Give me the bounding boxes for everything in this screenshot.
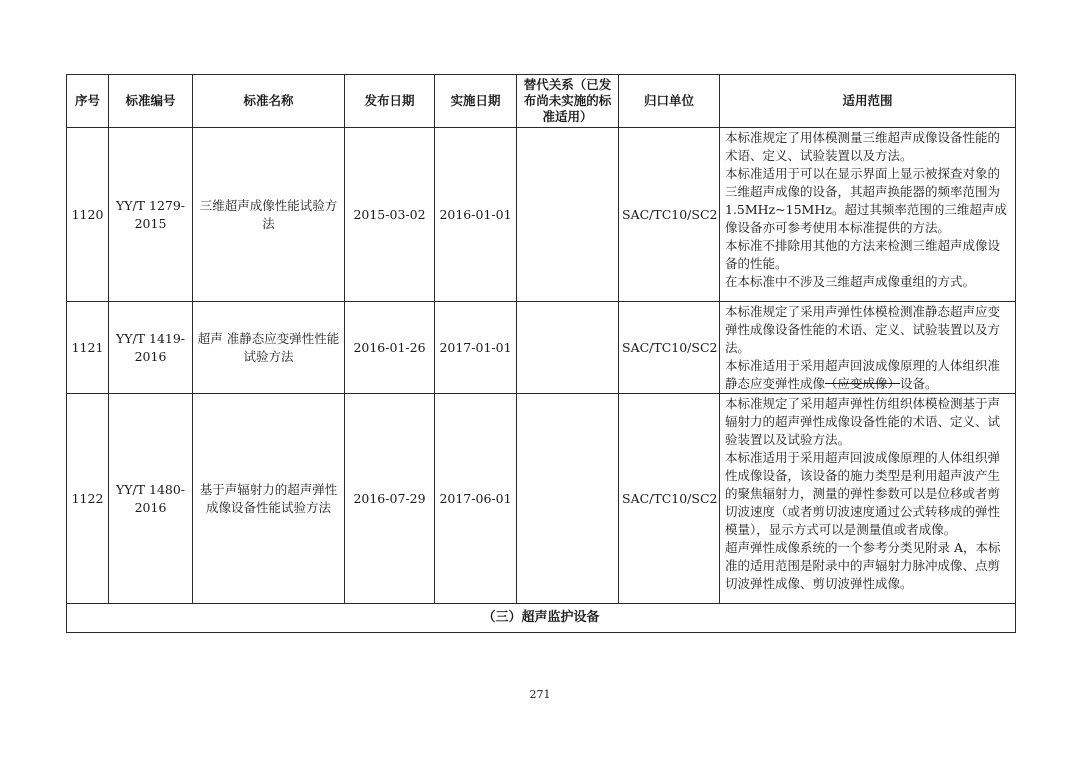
- header-effective: 实施日期: [435, 75, 517, 128]
- scope-paragraph: 本标准规定了采用超声弹性仿组织体模检测基于声辐射力的超声弹性成像设备性能的术语、定义、试验装置以及试验方法。: [725, 396, 1001, 447]
- cell-effective: 2017-01-01: [435, 302, 517, 394]
- cell-unit: SAC/TC10/SC2: [619, 394, 720, 604]
- header-published: 发布日期: [345, 75, 435, 128]
- cell-code: YY/T 1279-2015: [109, 128, 193, 302]
- scope-paragraph: 在本标准中不涉及三维超声成像重组的方式。: [725, 274, 976, 289]
- cell-code: YY/T 1480-2016: [109, 394, 193, 604]
- header-no: 序号: [67, 75, 109, 128]
- section-title: （三）超声监护设备: [67, 604, 1016, 633]
- cell-code: YY/T 1419-2016: [109, 302, 193, 394]
- cell-scope: [720, 302, 1016, 394]
- scope-paragraph: 超声弹性成像系统的一个参考分类见附录 A，本标准的适用范围是附录中的声辐射力脉冲成像、点剪切波弹性成像、剪切波弹性成像。: [725, 540, 1001, 591]
- cell-published: 2016-07-29: [345, 394, 435, 604]
- cell-unit: SAC/TC10/SC2: [619, 302, 720, 394]
- cell-unit: SAC/TC10/SC2: [619, 128, 720, 302]
- cell-replaces: [517, 302, 619, 394]
- header-name: 标准名称: [193, 75, 345, 128]
- cell-name: 三维超声成像性能试验方法: [193, 128, 345, 302]
- scope-paragraph: 本标准适用于采用超声回波成像原理的人体组织弹性成像设备，该设备的施力类型是利用超声波产生的聚焦辐射力，测量的弹性参数可以是位移或者剪切波速度（或者剪切波速度通过公式转移成的弹性模量），显示方式可以是测量值或者成像。: [725, 450, 1001, 537]
- table-row: [67, 394, 1016, 604]
- cell-effective: 2016-01-01: [435, 128, 517, 302]
- table-row: [67, 128, 1016, 302]
- scope-paragraph: 本标准不排除用其他的方法来检测三维超声成像设备的性能。: [725, 238, 1001, 271]
- cell-no: 1122: [67, 394, 109, 604]
- struck-text: （应变成像）: [825, 376, 901, 391]
- cell-scope: [720, 128, 1016, 302]
- section-row: [67, 604, 1016, 633]
- cell-replaces: [517, 394, 619, 604]
- cell-no: 1121: [67, 302, 109, 394]
- cell-name: 基于声辐射力的超声弹性成像设备性能试验方法: [193, 394, 345, 604]
- cell-name: 超声 准静态应变弹性性能试验方法: [193, 302, 345, 394]
- header-code: 标准编号: [109, 75, 193, 128]
- cell-published: 2015-03-02: [345, 128, 435, 302]
- cell-replaces: [517, 128, 619, 302]
- scope-text-end: 设备。: [900, 376, 938, 391]
- cell-published: 2016-01-26: [345, 302, 435, 394]
- header-unit: 归口单位: [619, 75, 720, 128]
- header-scope: 适用范围: [720, 75, 1016, 128]
- standards-table: [66, 74, 1016, 633]
- table-row: [67, 302, 1016, 394]
- cell-effective: 2017-06-01: [435, 394, 517, 604]
- page-number: 271: [529, 688, 551, 701]
- cell-scope: [720, 394, 1016, 604]
- scope-paragraph: [725, 357, 1010, 393]
- scope-paragraph: 本标准规定了用体模测量三维超声成像设备性能的术语、定义、试验装置以及方法。: [725, 130, 1001, 163]
- header-replaces: 替代关系（已发布尚未实施的标准适用）: [517, 75, 619, 128]
- header-row: [67, 75, 1016, 128]
- cell-no: 1120: [67, 128, 109, 302]
- scope-paragraph: 本标准适用于可以在显示界面上显示被探查对象的三维超声成像的设备，其超声换能器的频率范围为 1.5MHz~15MHz。超过其频率范围的三维超声成像设备亦可参考使用本标准提供的方法。: [725, 166, 1007, 235]
- scope-paragraph: 本标准规定了采用声弹性体模检测准静态超声应变弹性成像设备性能的术语、定义、试验装置以及方法。: [725, 304, 1001, 355]
- scope-text: 本标准适用于采用超声回波成像原理的人体组织准静态应变弹性成像: [725, 358, 1001, 391]
